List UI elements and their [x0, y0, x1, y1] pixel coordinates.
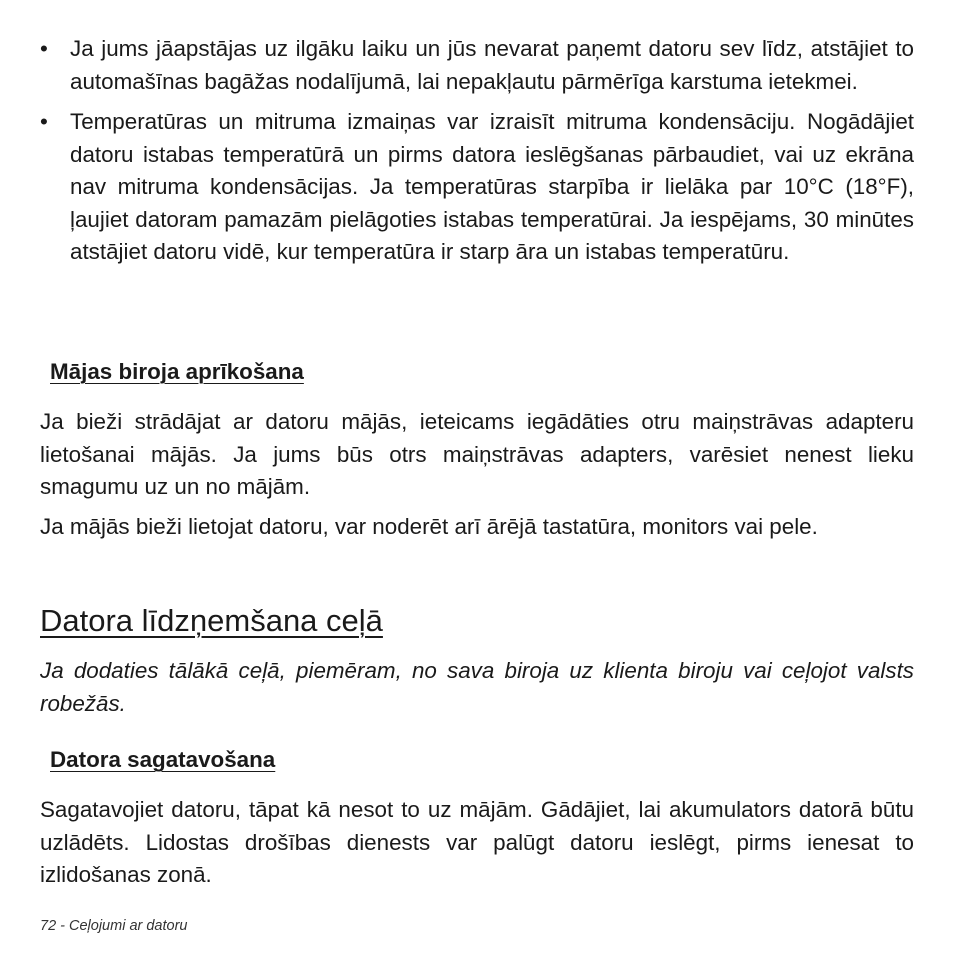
chapter-intro: Ja dodaties tālākā ceļā, piemēram, no sava biroja uz klienta biroju vai ceļojot valsts robežās.	[40, 658, 914, 716]
bullet-item-condensation	[40, 106, 914, 269]
bullet-icon: •	[40, 36, 48, 61]
page-footer: 72 - Ceļojumi ar datoru	[40, 918, 188, 934]
bullet-text: Temperatūras un mitruma izmaiņas var izraisīt mitruma kondensāciju. Nogādājiet datoru istabas temperatūrā un pirms datora ieslēgšanas pārbaudiet, vai uz ekrāna nav mitruma kondensācijas. Ja temperatūras starpība ir lielāka par 10°C (18°F), ļaujiet datoram pamazām pielāgoties istabas temperatūrai. Ja iespējams, 30 minūtes atstājiet datoru vidē, kur temperatūra ir starp āra un istabas temperatūru.	[70, 109, 914, 264]
section-heading-home-office: Mājas biroja aprīkošana	[50, 359, 304, 384]
bullet-item-car-storage	[40, 33, 914, 98]
paragraph-home-peripherals: Ja mājās bieži lietojat datoru, var noderēt arī ārējā tastatūra, monitors vai pele.	[40, 514, 818, 539]
paragraph-home-adapter: Ja bieži strādājat ar datoru mājās, ieteicams iegādāties otru maiņstrāvas adapteru lietošanai mājās. Ja jums būs otrs maiņstrāvas adapters, varēsiet nenest lieku smagumu uz un no mājām.	[40, 409, 914, 499]
bullet-list	[40, 33, 914, 277]
paragraph-prepare: Sagatavojiet datoru, tāpat kā nesot to uz mājām. Gādājiet, lai akumulators datorā būtu uzlādēts. Lidostas drošības dienests var palūgt datoru ieslēgt, pirms ienesat to izlidošanas zonā.	[40, 797, 914, 887]
chapter-title-travel: Datora līdzņemšana ceļā	[40, 603, 383, 638]
bullet-text: Ja jums jāapstājas uz ilgāku laiku un jūs nevarat paņemt datoru sev līdz, atstājiet to automašīnas bagāžas nodalījumā, lai nepakļautu pārmērīga karstuma ietekmei.	[70, 36, 914, 94]
section-heading-prepare: Datora sagatavošana	[50, 747, 276, 772]
bullet-icon: •	[40, 109, 48, 134]
